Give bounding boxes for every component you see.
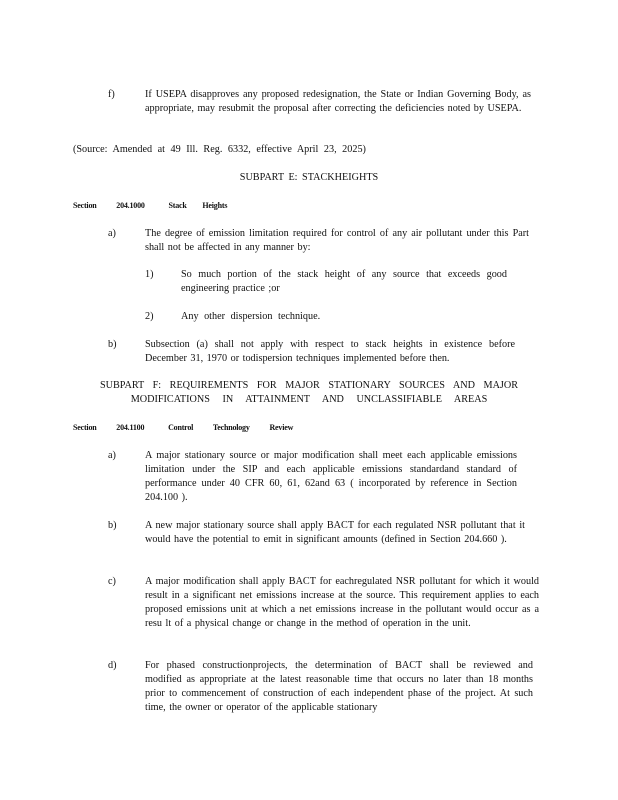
f-item-text-b: A new major stationary source shall apply BACT for each regulated NSR pollutant that it would have the potential to emit in significant amounts (defined in Section 204.660 ). [145,520,525,545]
subitem-text-2: Any other dispersion technique. [181,311,321,322]
section-title: Control Technology Review [168,423,294,432]
f-item-label-a: a) [108,450,116,461]
f-item-label-d: d) [108,660,117,671]
section-number: Section 204.1100 [73,423,145,432]
section-204-1100-heading [73,421,293,435]
item-label-b: b) [108,339,117,350]
f-item-label-b: b) [108,520,117,531]
item-text-a: The degree of emission limitation required for control of any air pollutant under this Part shall not be affected in any manner by: [145,228,529,253]
subitem-label-1: 1) [145,269,154,280]
section-number: Section 204.1000 [73,201,145,210]
source-note: (Source: Amended at 49 Ill. Reg. 6332, effective April 23, 2025) [73,144,366,155]
item-text-f: If USEPA disapproves any proposed redesignation, the State or Indian Governing Body, as appropriate, may resubmit the proposal after correcting the deficiencies noted by USEPA. [145,89,531,114]
subpart-f-title-line1: SUBPART F: REQUIREMENTS FOR MAJOR STATIONARY SOURCES AND MAJOR [99,380,519,391]
subpart-f-title-line2: MODIFICATIONS IN ATTAINMENT AND UNCLASSIFIABLE AREAS [130,394,488,405]
f-item-text-a: A major stationary source or major modification shall meet each applicable emissions limitation under the SIP and each applicable emissions standardand standard of performance under 40 CFR 60, 61, 62and 63 ( incorporated by reference in Section 204.100 ). [145,450,517,503]
f-item-label-c: c) [108,576,116,587]
subitem-text-1: So much portion of the stack height of any source that exceeds good engineering practice ;or [181,269,507,294]
subitem-label-2: 2) [145,311,154,322]
item-label-f: f) [108,89,115,100]
subpart-e-title: SUBPART E: STACKHEIGHTS [239,172,379,183]
item-label-a: a) [108,228,116,239]
f-item-text-c: A major modification shall apply BACT for eachregulated NSR pollutant for which it would result in a significant net emissions increase at the source. This requirement applies to each proposed emissions unit at which a net emissions increase in the pollutant would occur as a resu lt of a physical change or change in the method of operation in the unit. [145,576,539,629]
section-204-1000-heading [73,199,227,213]
section-title: Stack Heights [168,201,228,210]
f-item-text-d: For phased constructionprojects, the determination of BACT shall be reviewed and modified as appropriate at the latest reasonable time that occurs no later than 18 months prior to commencement of construction of each independent phase of the project. At such time, the owner or operator of the applicable stationary [145,660,533,713]
item-text-b: Subsection (a) shall not apply with respect to stack heights in existence before December 31, 1970 or todispersion techniques implemented before then. [145,339,515,364]
